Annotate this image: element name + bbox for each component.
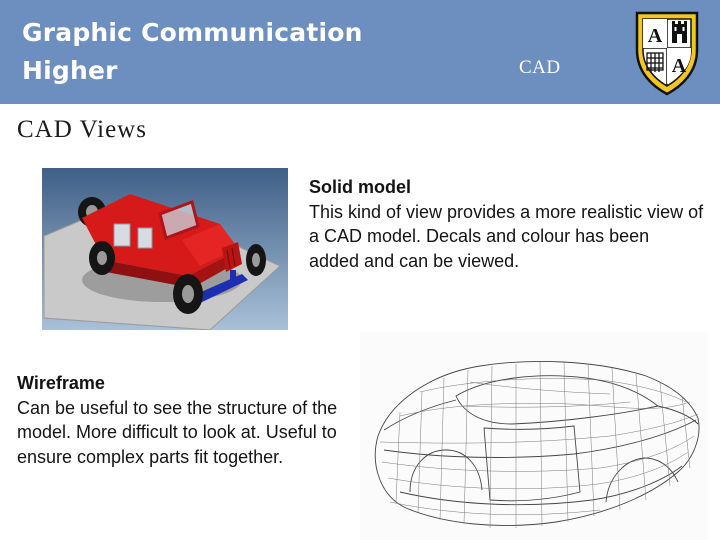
title-line-1: Graphic Communication: [22, 18, 363, 47]
red-jeep-render: [42, 168, 288, 330]
car-body-wireframe: [360, 332, 708, 540]
solid-model-body: This kind of view provides a more realistic view of a CAD model. Decals and colour has been added and can be viewed.: [309, 201, 704, 271]
school-crest-logo: [634, 10, 700, 96]
wireframe-text: [17, 371, 362, 469]
slide-title: [22, 14, 363, 90]
header-band: [0, 0, 720, 104]
castle-icon: [672, 21, 687, 43]
solid-model-heading: Solid model: [309, 177, 412, 197]
section-tag: CAD: [519, 57, 561, 78]
crest-letter-bottom: A: [671, 55, 687, 77]
solid-model-text: [309, 175, 704, 273]
crest-letter-top: A: [647, 25, 663, 47]
wireframe-body: Can be useful to see the structure of the model. More difficult to look at. Useful to ensure complex parts fit together.: [17, 397, 338, 467]
title-line-2: Higher: [22, 56, 118, 85]
solid-model-image: [42, 168, 288, 330]
wireframe-heading: Wireframe: [17, 373, 105, 393]
wireframe-image: [360, 332, 708, 540]
subtitle: CAD Views: [17, 116, 147, 143]
